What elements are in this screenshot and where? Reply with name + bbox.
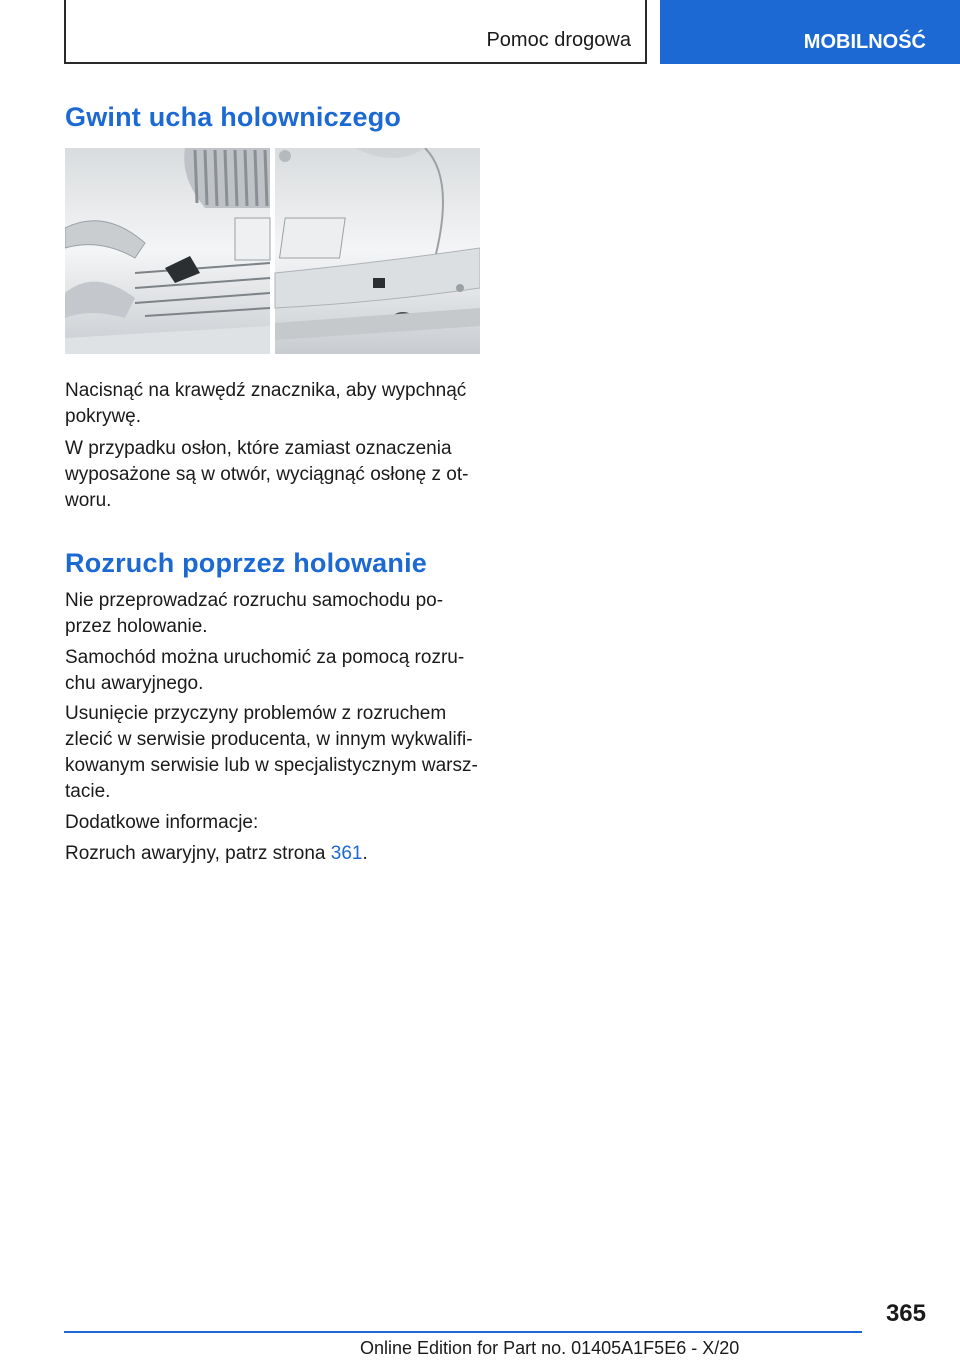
paragraph-reference — [65, 841, 485, 867]
reference-text: Rozruch awaryjny, patrz strona — [65, 843, 331, 864]
header-section-box — [64, 0, 647, 64]
paragraph-jump-start: Samochód można uruchomić za pomocą rozru- chu awaryjnego. — [65, 647, 465, 694]
header-chapter-tab[interactable]: MOBILNOŚĆ — [660, 0, 960, 64]
paragraph-cover-opening: W przypadku osłon, które zamiast oznaczenia wyposażone są w otwór, wyciągnąć osłonę z ot- woru. — [65, 438, 469, 511]
page-link-361[interactable]: 361 — [330, 843, 363, 864]
footer-divider — [64, 1331, 862, 1333]
paragraph-press-marker: Nacisnąć na krawędź znacznika, aby wypchnąć pokrywę. — [65, 380, 467, 427]
heading-tow-eye-thread: Gwint ucha holowniczego — [65, 102, 402, 132]
front-bumper-image — [65, 148, 270, 354]
paragraph-service: Usunięcie przyczyny problemów z rozruchem zlecić w serwisie producenta, w innym wykwalifi- kowanym serwisie lub w specjalistycznym warsz- tacie. — [65, 703, 478, 802]
footer-edition: Online Edition for Part no. 01405A1F5E6 - X/20 — [360, 1338, 740, 1358]
page-number: 365 — [885, 1300, 926, 1327]
header-section-title: Pomoc drogowa — [486, 29, 631, 51]
paragraph-more-info: Dodatkowe informacje: — [65, 812, 259, 833]
bumper-illustration — [65, 148, 480, 354]
paragraph-no-tow-start: Nie przeprowadzać rozruchu samochodu po- przez holowanie. — [65, 590, 444, 637]
heading-tow-start: Rozruch poprzez holowanie — [65, 548, 428, 578]
reference-suffix: . — [362, 843, 368, 864]
rear-bumper-image — [275, 148, 480, 354]
